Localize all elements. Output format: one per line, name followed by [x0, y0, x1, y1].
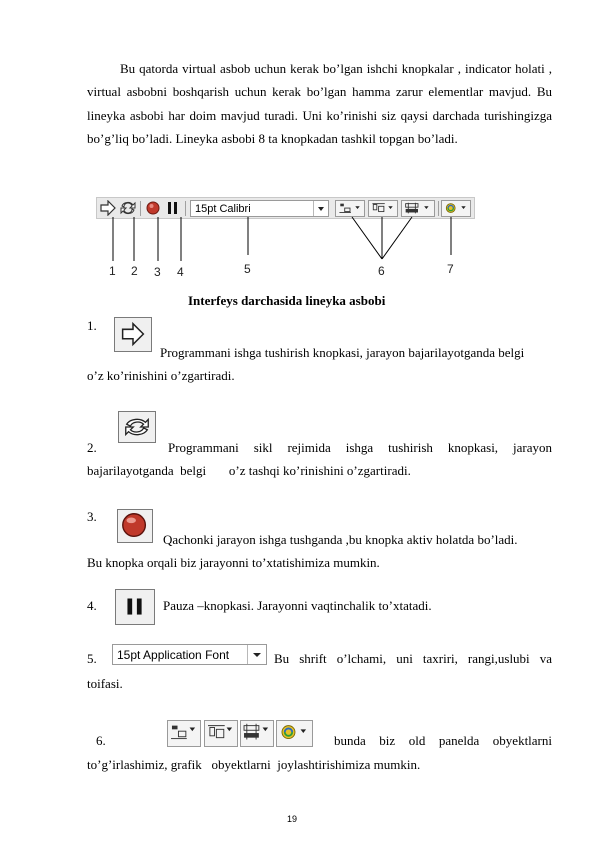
- font-size-value: 15pt Application Font: [117, 648, 230, 662]
- item-number: 2.: [87, 440, 97, 455]
- callout-lines: [0, 215, 595, 265]
- page-number: 19: [287, 814, 298, 824]
- item-text-line2: to’g’irlashimiz, grafik obyektlarni joylashtirishimiza mumkin.: [87, 757, 421, 772]
- item-text-line1: bunda biz old panelda obyektlarni: [334, 733, 552, 748]
- item-text-line2: Bu knopka orqali biz jarayonni to’xtatishimiza mumkin.: [87, 555, 380, 570]
- callout-2: 2: [131, 264, 138, 278]
- intro-paragraph: Bu qatorda virtual asbob uchun kerak bo’lgan ishchi knopkalar , indicator holati , virtual asbobni boshqarish uchun kerak bo’lgan hamma zarur elementlar mavjud. Bu lineyka asbobi har doim mavjud turadi. Uni ko’rinishi siz qaysi darchada turishingizga bo’g’liq bo’ladi. Lineyka asbobi 8 ta knopkadan tashkil topgan bo’ladi.: [87, 61, 552, 146]
- item-text-line2: toifasi.: [87, 676, 123, 691]
- item-text-line2: bajarilayotganda belgi o’z tashqi ko’rinishini o’zgartiradi.: [87, 463, 411, 478]
- distribute-objects-icon: [204, 720, 238, 747]
- toolbar-separator: [185, 201, 186, 216]
- chevron-down-icon: [313, 201, 328, 216]
- toolbar-separator: [438, 201, 439, 216]
- callout-4: 4: [177, 265, 184, 279]
- figure-caption: Interfeys darchasida lineyka asbobi: [188, 293, 386, 308]
- callout-5: 5: [244, 262, 251, 276]
- item-number: 5.: [87, 651, 97, 666]
- resize-objects-icon: [240, 720, 274, 747]
- item-number: 4.: [87, 598, 97, 613]
- item-number: 1.: [87, 318, 97, 333]
- abort-icon: [117, 509, 153, 543]
- font-size-value: 15pt Calibri: [195, 203, 251, 215]
- item-number: 3.: [87, 509, 97, 524]
- toolbar-separator: [140, 201, 141, 216]
- item-text-line2: o’z ko’rinishini o’zgartiradi.: [87, 368, 235, 383]
- run-continuously-icon: [118, 411, 156, 443]
- font-size-dropdown: [112, 644, 267, 665]
- pause-icon: [164, 200, 182, 216]
- item-text-line1: Programmani ishga tushirish knopkasi, jarayon bajarilayotganda belgi: [160, 345, 525, 360]
- callout-6: 6: [378, 264, 385, 278]
- pause-icon: [115, 589, 155, 625]
- run-continuously-icon: [119, 200, 137, 216]
- abort-icon: [144, 200, 162, 216]
- align-objects-icon: [167, 720, 201, 747]
- callout-1: 1: [109, 264, 116, 278]
- callout-7: 7: [447, 262, 454, 276]
- item-number: 6.: [96, 733, 106, 748]
- callout-3: 3: [154, 265, 161, 279]
- run-arrow-icon: [99, 200, 117, 216]
- item-text-line1: Programmani sikl rejimida ishga tushirish knopkasi, jarayon: [168, 440, 552, 455]
- item-text-line1: Bu shrift o’lchami, uni taxriri, rangi,uslubi va: [274, 651, 552, 666]
- reorder-icon: [276, 720, 313, 747]
- item-text-line1: Qachonki jarayon ishga tushganda ,bu knopka aktiv holatda bo’ladi.: [163, 532, 518, 547]
- item-text-line1: Pauza –knopkasi. Jarayonni vaqtinchalik to’xtatadi.: [163, 598, 432, 613]
- chevron-down-icon: [247, 645, 266, 664]
- run-arrow-icon: [114, 317, 152, 352]
